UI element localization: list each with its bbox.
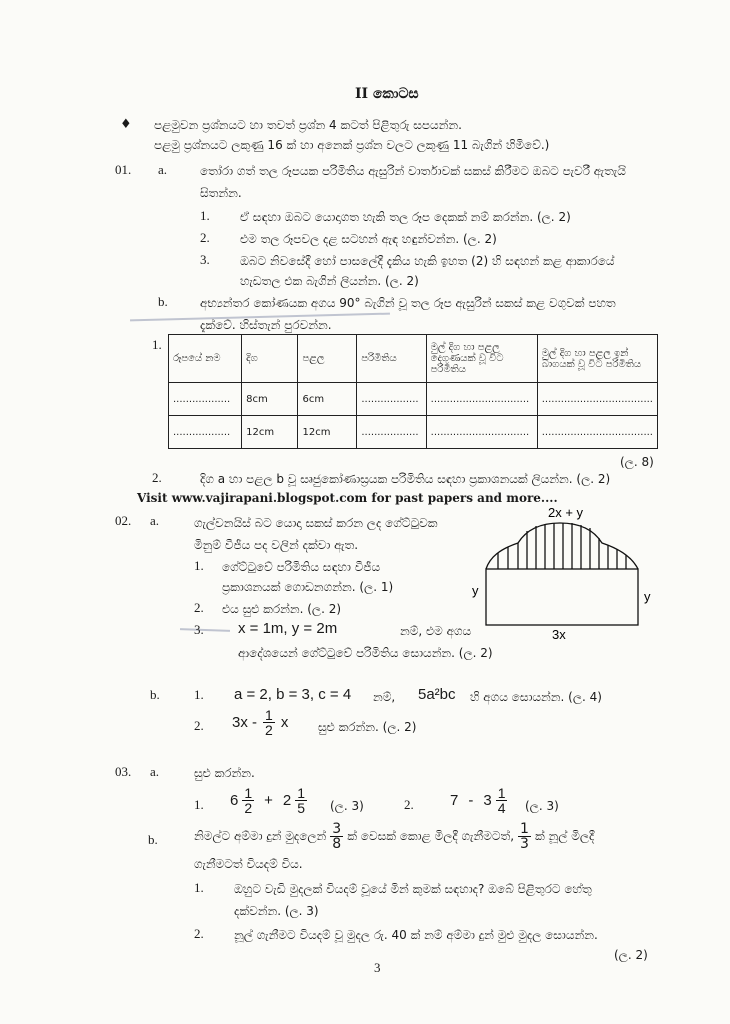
fraction: $\frac{1}{2}$ bbox=[265, 707, 273, 738]
q2-b1-values: a = 2, b = 3, c = 4 bbox=[234, 686, 352, 703]
fraction: $\frac{3}{8}$ bbox=[332, 821, 342, 852]
fraction: $\frac{1}{5}$ bbox=[297, 785, 306, 816]
page-number: 3 bbox=[374, 960, 381, 975]
q2-b1-text: නම්, bbox=[373, 690, 396, 704]
q2-b2-post: x bbox=[280, 714, 289, 731]
q3-a2-expression: 7 - 3 $\frac{1}{4}$ bbox=[450, 785, 506, 816]
fraction: $\frac{1}{2}$ bbox=[244, 785, 253, 816]
q3-b1-number: 1. bbox=[194, 880, 204, 895]
q2-b1-tail: හි අගය සොයන්න. (ල. 4) bbox=[470, 690, 602, 704]
q3-a-text: සුළු කරන්න. bbox=[194, 766, 255, 780]
table-cell: ............................... bbox=[426, 383, 537, 416]
q2-b-label: b. bbox=[150, 687, 160, 702]
q2-a3-line-1: නම්, එම අගය bbox=[400, 624, 472, 638]
q3-b-label: b. bbox=[148, 832, 158, 847]
table-cell: ................................... bbox=[537, 416, 657, 449]
table-cell: 6cm bbox=[298, 383, 357, 416]
q2-b2-tail: සුළු කරන්න. (ල. 2) bbox=[318, 720, 417, 734]
q1-number: 01. bbox=[115, 162, 132, 177]
q2-a2-number: 2. bbox=[194, 600, 204, 615]
table-header: පරිමිතිය bbox=[357, 335, 426, 383]
label-left: y bbox=[472, 583, 479, 598]
q1-a3-number: 3. bbox=[200, 252, 210, 267]
q3-b2-number: 2. bbox=[194, 926, 204, 941]
label-right: y bbox=[644, 589, 651, 604]
q1-a-label: a. bbox=[158, 162, 168, 177]
table-cell: ................................... bbox=[537, 383, 657, 416]
q2-a-text-line-2: මිනුම් වීජීය පද වලින් දක්වා ඇත. bbox=[194, 538, 359, 552]
fraction: $\frac{1}{3}$ bbox=[520, 821, 529, 852]
q3-b2-marks: (ල. 2) bbox=[614, 948, 648, 962]
q2-a1-line-1: ගේට්ටුවේ පරිමිතිය සඳහා වීජීය bbox=[222, 560, 381, 574]
website-notice: Visit www.vajirapani.blogspot.com for past papers and more.... bbox=[137, 491, 558, 505]
q2-a1-number: 1. bbox=[194, 558, 204, 573]
q2-a-text-line-1: ගැල්වනයිස් බට යොදා සකස් කරන ලද ගේට්ටුවක bbox=[194, 516, 438, 530]
q1-b1-marks: (ල. 8) bbox=[620, 455, 654, 469]
gate-arch bbox=[486, 523, 638, 569]
table-cell: .................. bbox=[169, 383, 242, 416]
q3-a-label: a. bbox=[150, 764, 160, 779]
label-top: 2x + y bbox=[548, 505, 584, 520]
q3-a1-marks: (ල. 3) bbox=[330, 799, 364, 813]
q1-a2-text: එම තල රූපවල දළ සටහන් ඇඳ හඳුන්වන්න. (ල. 2) bbox=[240, 232, 497, 246]
table-header: පළල bbox=[298, 335, 357, 383]
q1-a1-text: ඒ සඳහා ඔබට යොදාගත හැකි තල රූප දෙකක් නම් කරන්න. (ල. 2) bbox=[240, 210, 571, 224]
table-cell: ............................... bbox=[426, 416, 537, 449]
perimeter-table bbox=[168, 334, 658, 449]
table-header: මුල් දිග හා පළල දෙගුණයක් වූ විට පරිමිතිය bbox=[426, 335, 537, 383]
q3-b-text-line-1: නිමල්ට අම්මා දුන් මුදලෙන් $\frac{3}{8}$ ක් වෙසක් කොළ මිලදී ගැනීමටත්, $\frac{1}{3}$ ක් නූල් මිලදී bbox=[194, 821, 595, 852]
q1-b1-number: 1. bbox=[152, 337, 162, 352]
pencil-scribble bbox=[180, 628, 230, 632]
q1-a-text-line-1: තෝරා ගත් තල රූපයක පරිමිතිය ඇසුරින් වාර්තාවක් සකස් කිරීමට ඔබට පැවරී ඇතැයි bbox=[200, 164, 626, 178]
instruction-line-1: පළමුවන ප්‍රශ්නයට හා තවත් ප්‍රශ්න 4 කටත් පිළිතුරු සපයන්න. bbox=[154, 118, 462, 132]
q1-a3-line-1: ඔබට නිවසේදී හෝ පාසලේදී දැකිය හැකි ඉහත (2) හි සඳහන් කළ ආකාරයේ bbox=[240, 254, 615, 268]
q1-b2-text: දිග a හා පළල b වූ සෘජුකෝණාස්‍රයක පරිමිතිය සඳහා ප්‍රකාශනයක් ලියන්න. (ල. 2) bbox=[200, 472, 611, 486]
gate-diagram bbox=[470, 505, 660, 645]
q1-b2-number: 2. bbox=[152, 470, 162, 485]
q2-b2-expression bbox=[232, 708, 288, 737]
q1-b-text-line-2: දැක්වේ. හිස්තැන් පුරවන්න. bbox=[200, 318, 332, 332]
gate-rectangle bbox=[486, 569, 638, 625]
q2-b1-number: 1. bbox=[194, 687, 204, 702]
label-bottom: 3x bbox=[552, 627, 566, 642]
q3-number: 03. bbox=[115, 764, 132, 779]
q3-b1-line-1: ඔහුට වැඩි මුදලක් වියදම් වූයේ මින් කුමක් සඳහාද? ඔබේ පිළිතුරට හේතු bbox=[234, 882, 592, 896]
q2-b1-expression: 5a²bc bbox=[418, 686, 456, 703]
q3-b-text-line-2: ගැනීමටත් වියදම් විය. bbox=[194, 857, 303, 871]
table-header: මුල් දිග හා පළල ඉන් බාගයක් වූ විට පරිමිතිය bbox=[537, 335, 657, 383]
table-cell: 12cm bbox=[242, 416, 298, 449]
q3-a1-expression: 6 $\frac{1}{2}$ + 2 $\frac{1}{5}$ bbox=[230, 785, 306, 816]
instruction-line-2: පළමු ප්‍රශ්නයට ලකුණු 16 ක් හා අනෙක් ප්‍රශ්න වලට ලකුණු 11 බැගින් හිමිවේ.) bbox=[154, 138, 550, 152]
table-cell: .................. bbox=[357, 383, 426, 416]
q2-a3-line-2: ආදේශයෙන් ගේට්ටුවේ පරිමිතිය සොයන්න. (ල. 2) bbox=[238, 646, 493, 660]
q1-b-label: b. bbox=[158, 294, 168, 309]
table-cell: 8cm bbox=[242, 383, 298, 416]
q2-a-label: a. bbox=[150, 513, 160, 528]
q2-a3-number: 3. bbox=[194, 622, 204, 637]
section-title: II කොටස bbox=[355, 86, 419, 102]
table-header: රූපයේ නම bbox=[169, 335, 242, 383]
fraction: $\frac{1}{4}$ bbox=[497, 785, 506, 816]
q1-b-text-line-1: අභ්‍යන්තර කෝණයක අගය 90° බැගින් වූ තල රූප ඇසුරින් සකස් කළ වගුවක් පහත bbox=[200, 296, 616, 310]
q3-b2-text: නූල් ගැනීමට වියදම් වූ මුදල රු. 40 ක් නම් අම්මා දුන් මුළු මුදල සොයන්න. bbox=[234, 928, 598, 942]
gate-bars bbox=[498, 523, 626, 569]
table-cell: .................. bbox=[357, 416, 426, 449]
q3-a2-marks: (ල. 3) bbox=[525, 799, 559, 813]
q2-b2-pre: 3x - bbox=[232, 714, 258, 731]
q2-a2-text: එය සුළු කරන්න. (ල. 2) bbox=[222, 602, 342, 616]
q1-a3-line-2: හැඩතල එක බැගින් ලියන්න. (ල. 2) bbox=[240, 274, 419, 288]
q2-b2-number: 2. bbox=[194, 718, 204, 733]
q3-a1-number: 1. bbox=[194, 797, 204, 812]
table-header: දිග bbox=[242, 335, 298, 383]
q3-b1-line-2: දක්වන්න. (ල. 3) bbox=[234, 904, 319, 918]
table-cell: 12cm bbox=[298, 416, 357, 449]
q3-a2-number: 2. bbox=[404, 797, 414, 812]
q2-a3-values: x = 1m, y = 2m bbox=[238, 620, 338, 637]
q1-a1-number: 1. bbox=[200, 208, 210, 223]
bullet-icon: ♦ bbox=[120, 117, 132, 132]
q2-number: 02. bbox=[115, 513, 132, 528]
q1-a2-number: 2. bbox=[200, 230, 210, 245]
table-cell: .................. bbox=[169, 416, 242, 449]
q2-a1-line-2: ප්‍රකාශනයක් ගොඩනගන්න. (ල. 1) bbox=[222, 580, 394, 594]
q1-a-text-line-2: සිතන්න. bbox=[200, 186, 242, 200]
